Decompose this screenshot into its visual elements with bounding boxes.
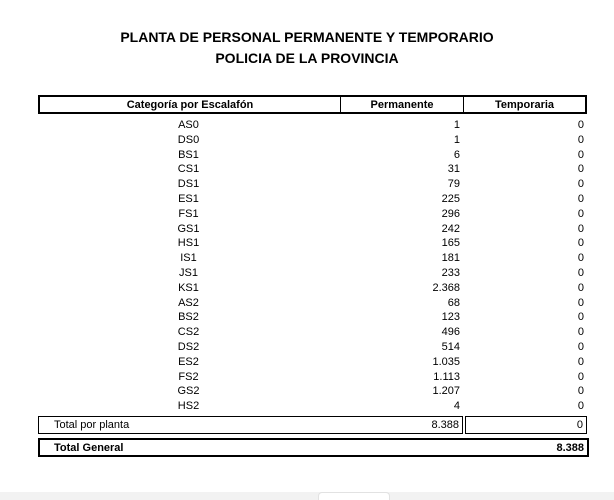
table-row [38,251,587,266]
table-row [38,370,587,385]
table-row [38,399,587,414]
row-categoria: BS2 [178,311,199,324]
total-permanente-value: 8.388 [431,419,459,431]
table-row [38,296,587,311]
total-temporaria-box [465,416,587,434]
row-temporaria: 0 [577,178,584,191]
row-temporaria: 0 [577,296,584,309]
table-row [38,384,587,399]
row-temporaria: 0 [577,340,584,353]
row-permanente: 1.035 [432,355,460,368]
row-categoria: AS0 [178,119,199,131]
row-permanente: 31 [447,163,460,176]
row-temporaria: 0 [577,222,584,235]
total-por-planta-row [38,416,587,434]
row-categoria: ES1 [178,192,199,205]
row-temporaria: 0 [577,266,584,279]
row-categoria: ES2 [178,355,199,368]
row-temporaria: 0 [577,326,584,339]
total-por-planta-label: Total por planta [54,419,130,431]
header-permanente: Permanente [341,97,464,112]
table-row [38,148,587,163]
report-subtitle: POLICIA DE LA PROVINCIA [215,50,399,66]
row-permanente: 68 [447,296,460,309]
table-row [38,266,587,281]
row-temporaria: 0 [577,355,584,368]
table-row [38,192,587,207]
row-permanente: 165 [441,237,460,250]
row-categoria: KS1 [178,281,199,294]
row-categoria: DS0 [177,133,200,146]
table-row [38,222,587,237]
row-temporaria: 0 [577,192,584,205]
row-permanente: 514 [441,340,460,353]
header-categoria: Categoría por Escalafón [40,97,341,112]
row-categoria: JS1 [179,266,198,279]
row-categoria: IS1 [180,252,197,265]
table-row [38,236,587,251]
row-permanente: 123 [441,311,460,324]
row-temporaria: 0 [577,311,584,324]
row-categoria: BS1 [178,148,199,161]
row-categoria: HS2 [177,400,200,413]
page-tab-stub [318,492,390,500]
table-row [38,281,587,296]
header-temporaria: Temporaria [494,98,555,111]
total-general-value: 8.388 [556,441,584,454]
row-temporaria: 0 [577,237,584,250]
table-row [38,118,587,133]
table-row [38,310,587,325]
table-row [38,207,587,222]
total-general-row [38,438,589,457]
row-categoria: GS1 [177,222,200,235]
row-temporaria: 0 [577,207,584,220]
row-temporaria: 0 [577,119,584,131]
row-categoria: DS1 [177,178,200,191]
row-categoria: FS1 [178,207,199,220]
row-temporaria: 0 [577,370,584,383]
table-row [38,162,587,177]
row-categoria: FS2 [178,370,199,383]
row-temporaria: 0 [577,133,584,146]
total-temporaria-value: 0 [576,419,583,431]
table-row [38,325,587,340]
row-categoria: CS2 [177,326,200,339]
row-temporaria: 0 [577,281,584,294]
table-body [38,118,587,414]
row-permanente: 1 [453,133,460,146]
total-por-planta-box [38,416,463,434]
table-row [38,177,587,192]
total-general-label: Total General [54,441,124,454]
row-permanente: 496 [441,326,460,339]
row-categoria: DS2 [177,340,200,353]
row-categoria: CS1 [177,163,200,176]
table-row [38,355,587,370]
row-permanente: 1 [453,119,460,131]
row-temporaria: 0 [577,163,584,176]
row-permanente: 4 [453,400,460,413]
row-temporaria: 0 [577,385,584,398]
row-temporaria: 0 [577,252,584,265]
table-row [38,133,587,148]
row-permanente: 1.207 [432,385,460,398]
row-permanente: 233 [441,266,460,279]
row-categoria: HS1 [177,237,200,250]
row-temporaria: 0 [577,400,584,413]
row-permanente: 79 [447,178,460,191]
row-permanente: 296 [441,207,460,220]
row-categoria: AS2 [178,296,199,309]
row-categoria: GS2 [177,385,200,398]
table-row [38,340,587,355]
row-permanente: 1.113 [433,370,460,383]
row-permanente: 242 [441,222,460,235]
row-permanente: 225 [441,192,460,205]
table-header [38,95,587,114]
report-title: PLANTA DE PERSONAL PERMANENTE Y TEMPORARIO [120,29,494,45]
row-temporaria: 0 [577,148,584,161]
row-permanente: 2.368 [432,281,460,294]
row-permanente: 181 [441,252,460,265]
row-permanente: 6 [453,148,460,161]
